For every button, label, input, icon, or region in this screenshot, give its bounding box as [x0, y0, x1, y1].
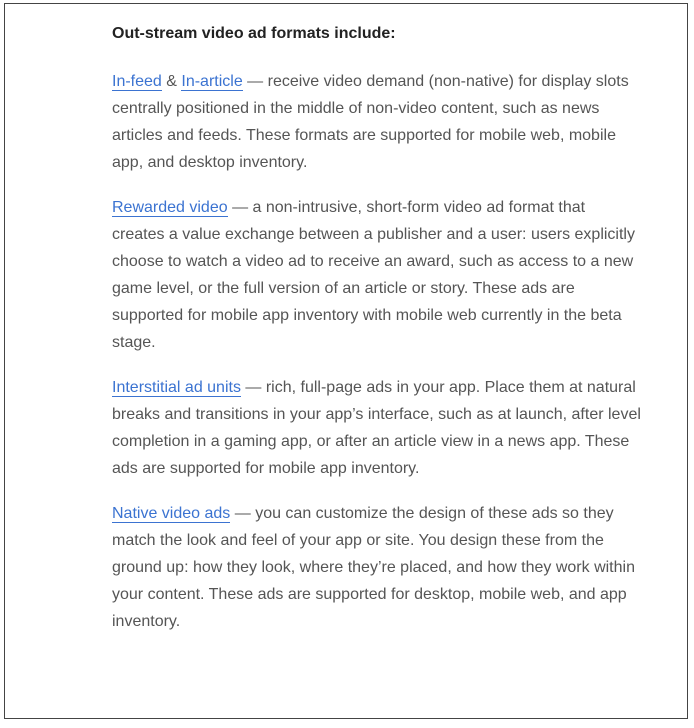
interstitial-description: — rich, full-page ads in your app. Place them at natural breaks and transitions in your app’s interface, such as at launch, after level completion in a gaming app, or after an article view in a news app. These ads are supported for mobile app inventory.: [112, 379, 641, 477]
paragraph-native-video: [112, 500, 642, 635]
ampersand-text: &: [161, 73, 182, 90]
in-feed-link[interactable]: In-feed: [112, 73, 162, 90]
rewarded-video-description: — a non-intrusive, short-form video ad format that creates a value exchange between a publisher and a user: users explicitly choose to watch a video ad to receive an award, such as access to a new game level, or the full version of an article or story. These ads are supported for mobile app inventory with mobile web currently in the beta stage.: [112, 199, 635, 351]
paragraph-interstitial: [112, 374, 642, 482]
native-video-ads-link[interactable]: Native video ads: [112, 505, 231, 522]
section-heading: Out-stream video ad formats include:: [112, 25, 396, 42]
rewarded-video-link[interactable]: Rewarded video: [112, 199, 228, 216]
in-feed-description: — receive video demand (non-native) for display slots centrally positioned in the middle of non-video content, such as news articles and feeds. These formats are supported for mobile web, mobile app, and desktop inventory.: [112, 73, 629, 171]
paragraph-rewarded-video: [112, 194, 642, 356]
article-content: [112, 22, 642, 653]
document-frame: [4, 3, 688, 719]
interstitial-ad-units-link[interactable]: Interstitial ad units: [112, 379, 241, 396]
paragraph-in-feed: [112, 68, 642, 176]
native-video-description: — you can customize the design of these ads so they match the look and feel of your app or site. You design these from the ground up: how they look, where they’re placed, and how they work within your content. These ads are supported for desktop, mobile web, and app inventory.: [112, 505, 635, 630]
in-article-link[interactable]: In-article: [181, 73, 243, 90]
